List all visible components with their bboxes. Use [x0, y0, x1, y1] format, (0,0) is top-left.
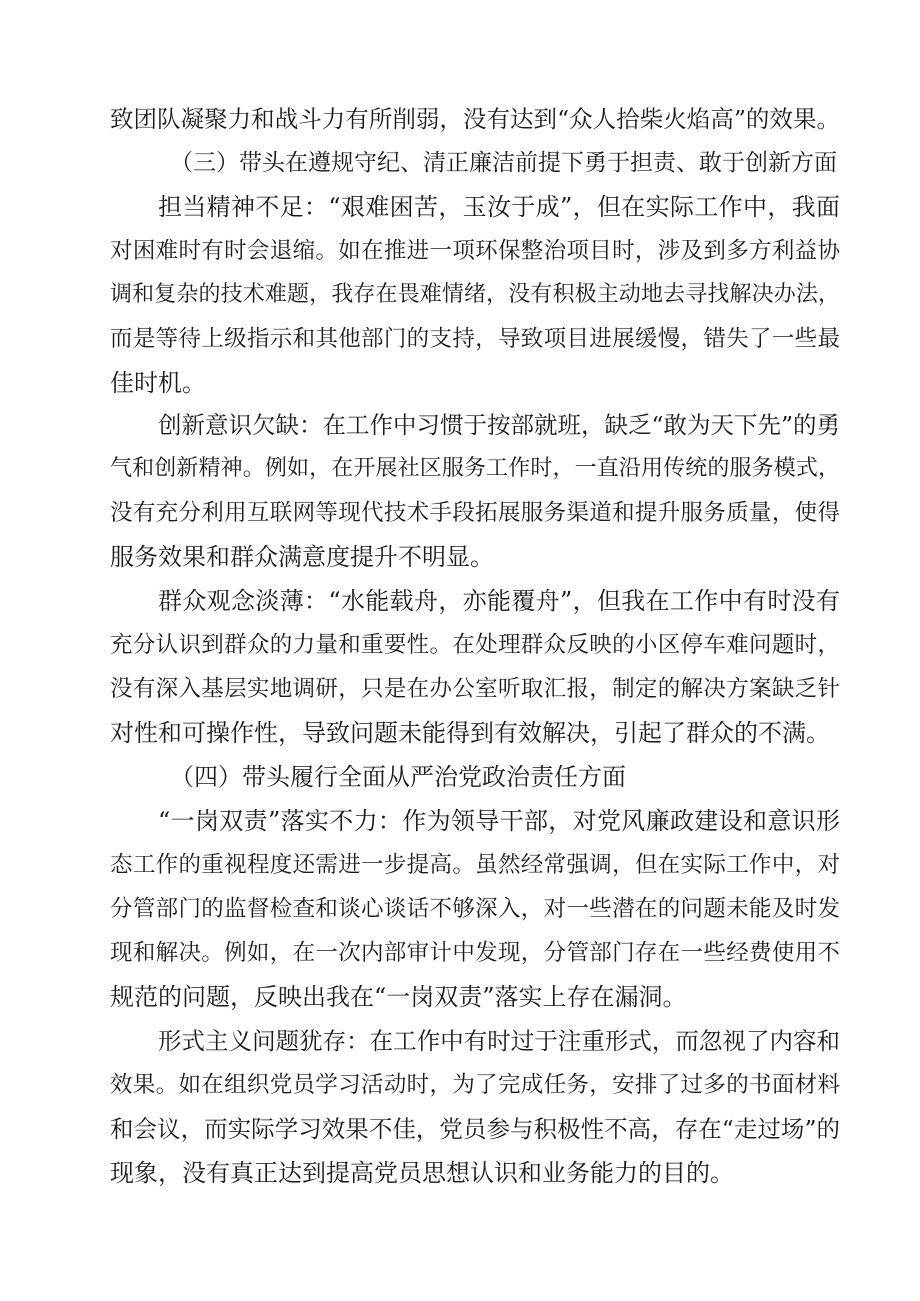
- text-line: 群众观念淡薄：“水能载舟，亦能覆舟”，但我在工作中有时没有: [158, 587, 840, 615]
- section-heading-3: （三）带头在遵规守纪、清正廉洁前提下勇于担责、敢于创新方面: [170, 150, 837, 176]
- text-line: 态工作的重视程度还需进一步提高。虽然经常强调，但在实际工作中，对: [110, 852, 840, 878]
- text-line: 规范的问题，反映出我在“一岗双责”落实上存在漏洞。: [110, 983, 687, 1011]
- text-line: 和会议，而实际学习效果不佳，党员参与积极性不高，存在“走过场”的: [110, 1115, 840, 1143]
- text-line: 没有充分利用互联网等现代技术手段拓展服务渠道和提升服务质量，使得: [110, 500, 840, 526]
- text-line: 创新意识欠缺：在工作中习惯于按部就班，缺乏“敢为天下先”的勇: [158, 411, 841, 439]
- text-line: “一岗双责”落实不力：作为领导干部，对党风廉政建设和意识形: [158, 807, 840, 835]
- text-line: 担当精神不足：“艰难困苦，玉汝于成”，但在实际工作中，我面: [158, 193, 840, 221]
- text-line: 佳时机。: [110, 369, 206, 397]
- text-line: 没有深入基层实地调研，只是在办公室听取汇报，制定的解决方案缺乏针: [110, 676, 840, 702]
- text-line: 对困难时有时会退缩。如在推进一项环保整治项目时，涉及到多方利益协: [110, 238, 840, 264]
- text-line: 现和解决。例如，在一次内部审计中发现，分管部门存在一些经费使用不: [110, 940, 840, 966]
- section-heading-4: （四）带头履行全面从严治党政治责任方面: [170, 763, 626, 791]
- text-line: 效果。如在组织党员学习活动时，为了完成任务，安排了过多的书面材料: [110, 1072, 840, 1098]
- text-line: 分管部门的监督检查和谈心谈话不够深入，对一些潜在的问题未能及时发: [110, 896, 840, 922]
- text-line: 现象，没有真正达到提高党员思想认识和业务能力的目的。: [110, 1159, 734, 1187]
- text-line: 对性和可操作性，导致问题未能得到有效解决，引起了群众的不满。: [110, 719, 830, 747]
- text-line: 气和创新精神。例如，在开展社区服务工作时，一直沿用传统的服务模式，: [110, 456, 840, 481]
- text-line: 充分认识到群众的力量和重要性。在处理群众反映的小区停车难问题时，: [110, 632, 840, 658]
- text-line: 致团队凝聚力和战斗力有所削弱，没有达到“众人拾柴火焰高”的效果。: [110, 105, 840, 133]
- text-line: 形式主义问题犹存：在工作中有时过于注重形式，而忽视了内容和: [158, 1027, 840, 1055]
- text-line: 服务效果和群众满意度提升不明显。: [110, 543, 494, 571]
- text-line: 而是等待上级指示和其他部门的支持，导致项目进展缓慢，错失了一些最: [110, 326, 840, 352]
- text-line: 调和复杂的技术难题，我存在畏难情绪，没有积极主动地去寻找解决办法，: [110, 282, 840, 307]
